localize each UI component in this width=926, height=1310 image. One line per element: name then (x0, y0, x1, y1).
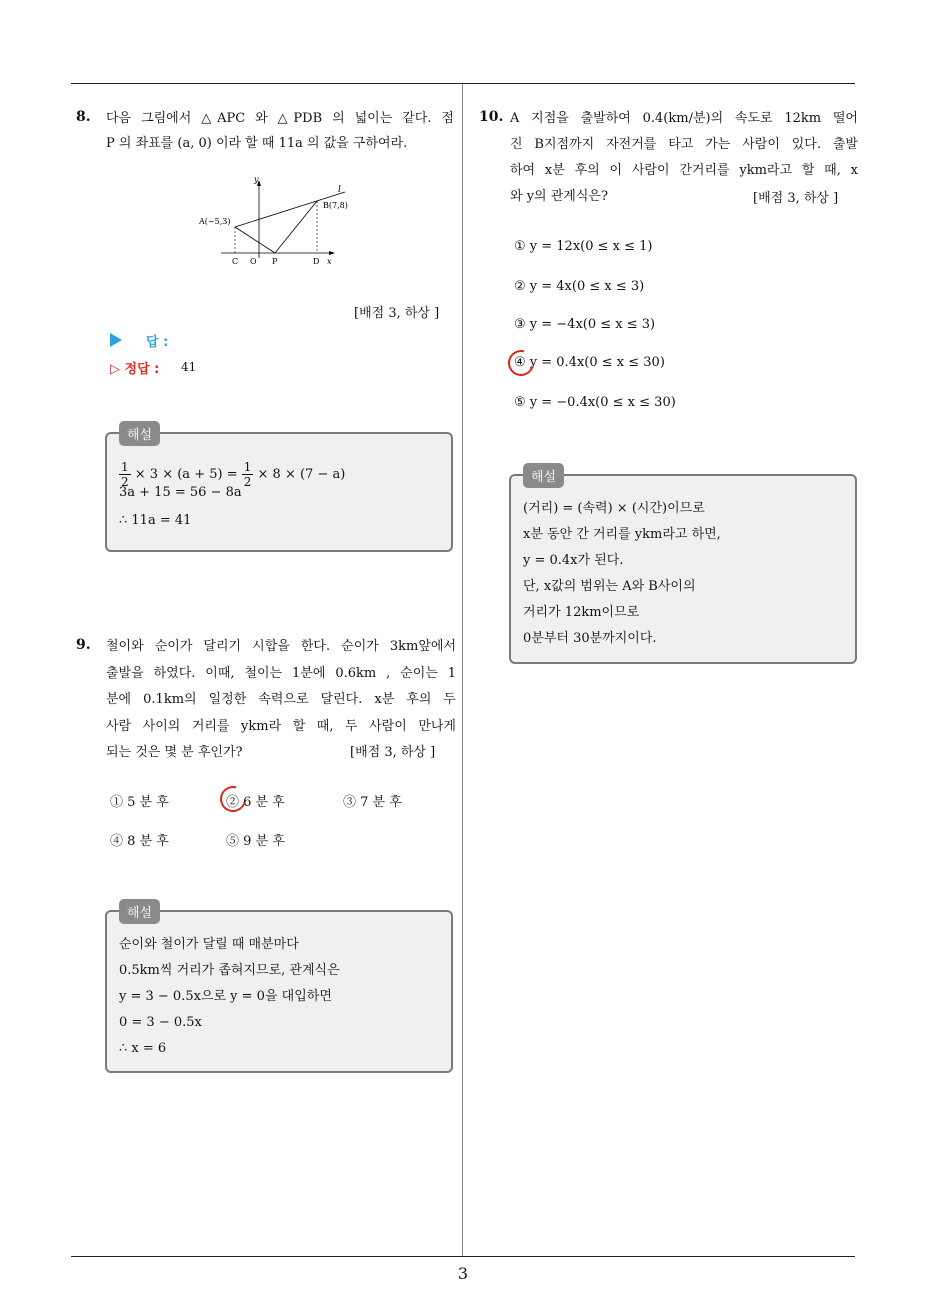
q10-line: 하여 x분 후의 이 사람이 간거리를 ykm라고 할 때, x (510, 163, 858, 178)
q10-solution-line: 거리가 12km이므로 (523, 605, 640, 620)
q8-number: 8. (76, 109, 91, 125)
q10-number: 10. (479, 109, 504, 125)
q9-solution-line: y = 3 − 0.5x으로 y = 0을 대입하면 (119, 989, 332, 1004)
q10-solution-tag: 해설 (523, 463, 564, 488)
q10-line: 와 y의 관계식은? (510, 189, 608, 204)
fig-b-label: B(7,8) (323, 201, 348, 210)
fraction-denominator: 2 (243, 475, 252, 489)
q9-line: 사람 사이의 거리를 ykm라 할 때, 두 사람이 만나게 (106, 718, 456, 734)
fig-a-label: A(−5,3) (199, 217, 231, 226)
bottom-rule (71, 1256, 855, 1257)
q9-line: 철이와 순이가 달리기 시합을 한다. 순이가 3km앞에서 (106, 639, 456, 654)
q9-solution-box (105, 906, 453, 1073)
fraction-denominator: 2 (121, 475, 129, 489)
eq-end: × 8 × (7 − a) (257, 467, 346, 482)
q8-text (106, 106, 454, 156)
fraction (242, 460, 254, 489)
q10-solution-line: y = 0.4x가 된다. (523, 553, 624, 568)
fig-o-label: O (250, 257, 257, 266)
q8-answer-label: 답 : (146, 335, 169, 350)
answer-arrow-icon (110, 333, 122, 347)
q10-choice-2[interactable]: ② y = 4x(0 ≤ x ≤ 3) (514, 279, 645, 294)
q9-score: [배점 3, 하상 ] (350, 745, 436, 760)
q10-choice-4[interactable]: ④ y = 0.4x(0 ≤ x ≤ 30) (514, 355, 665, 370)
q8-correct-value: 41 (181, 360, 197, 374)
q10-selected-mark-icon (503, 345, 539, 381)
q10-solution-body (523, 496, 721, 652)
q9-solution-body (119, 932, 340, 1062)
fig-x-label: x (327, 257, 332, 266)
q8-line: 다음 그림에서 △APC 와 △PDB 의 넓이는 같다. 점 (106, 111, 454, 126)
q9-number: 9. (76, 637, 91, 653)
page-number: 3 (457, 1264, 469, 1283)
q9-choice-3[interactable]: ③ 7 분 후 (343, 795, 402, 810)
eq-middle: × 3 × (a + 5) = (134, 467, 238, 482)
q8-line: P 의 좌표를 (a, 0) 이라 할 때 11a 의 값을 구하여라. (106, 136, 408, 151)
q9-selected-mark-icon (215, 781, 251, 817)
q8-solution-tag: 해설 (119, 421, 160, 446)
q8-solution-line: ∴ 11a = 41 (119, 513, 192, 528)
q10-solution-box (509, 470, 857, 664)
q10-solution-line: x분 동안 간 거리를 ykm라고 하면, (523, 527, 721, 542)
fig-c-label: C (232, 257, 239, 266)
q10-choice-3[interactable]: ③ y = −4x(0 ≤ x ≤ 3) (514, 317, 656, 332)
top-rule (71, 83, 855, 84)
q9-solution-line: ∴ x = 6 (119, 1041, 167, 1056)
q10-solution-line: 0분부터 30분까지이다. (523, 631, 657, 646)
q9-solution-tag: 해설 (119, 899, 160, 924)
q8-solution-line: 3a + 15 = 56 − 8a (119, 485, 242, 500)
q8-correct-label: ▷ 정답 : (110, 362, 160, 377)
fig-d-label: D (313, 257, 320, 266)
fig-p-label: P (272, 257, 278, 266)
q8-score: [배점 3, 하상 ] (354, 306, 440, 321)
q10-solution-line: (거리) = (속력) × (시간)이므로 (523, 501, 705, 516)
q8-solution-body (119, 460, 345, 533)
q10-line: 진 B지점까지 자전거를 타고 가는 사람이 있다. 출발 (510, 137, 858, 152)
fig-y-label: y (254, 175, 259, 184)
q9-line: 분에 0.1km의 일정한 속력으로 달린다. x분 후의 두 (106, 692, 456, 707)
q10-solution-line: 단, x값의 범위는 A와 B사이의 (523, 579, 696, 594)
q10-choice-1[interactable]: ① y = 12x(0 ≤ x ≤ 1) (514, 239, 653, 254)
fraction-numerator: 1 (121, 460, 129, 474)
q9-solution-line: 0 = 3 − 0.5x (119, 1015, 202, 1030)
q9-line: 되는 것은 몇 분 후인가? (106, 745, 243, 760)
fraction-numerator: 1 (243, 460, 252, 474)
q9-solution-line: 순이와 철이가 달릴 때 매분마다 (119, 937, 299, 952)
fig-l-label: l (338, 185, 341, 195)
q10-choice-5[interactable]: ⑤ y = −0.4x(0 ≤ x ≤ 30) (514, 395, 676, 410)
q9-line: 출발을 하였다. 이때, 철이는 1분에 0.6km , 순이는 1 (106, 665, 456, 681)
q9-choice-1[interactable]: ① 5 분 후 (110, 795, 169, 810)
q8-solution-box (105, 428, 453, 552)
q9-choice-5[interactable]: ⑤ 9 분 후 (226, 834, 285, 849)
q9-choice-4[interactable]: ④ 8 분 후 (110, 834, 169, 849)
column-divider (462, 84, 463, 1256)
q10-score: [배점 3, 하상 ] (753, 191, 839, 206)
q9-choice-2[interactable]: ② 6 분 후 (226, 795, 285, 810)
q9-solution-line: 0.5km씩 거리가 좁혀지므로, 관계식은 (119, 963, 340, 978)
q8-figure (195, 170, 348, 270)
q10-line: A 지점을 출발하여 0.4(km/분)의 속도로 12km 떨어 (510, 111, 858, 126)
